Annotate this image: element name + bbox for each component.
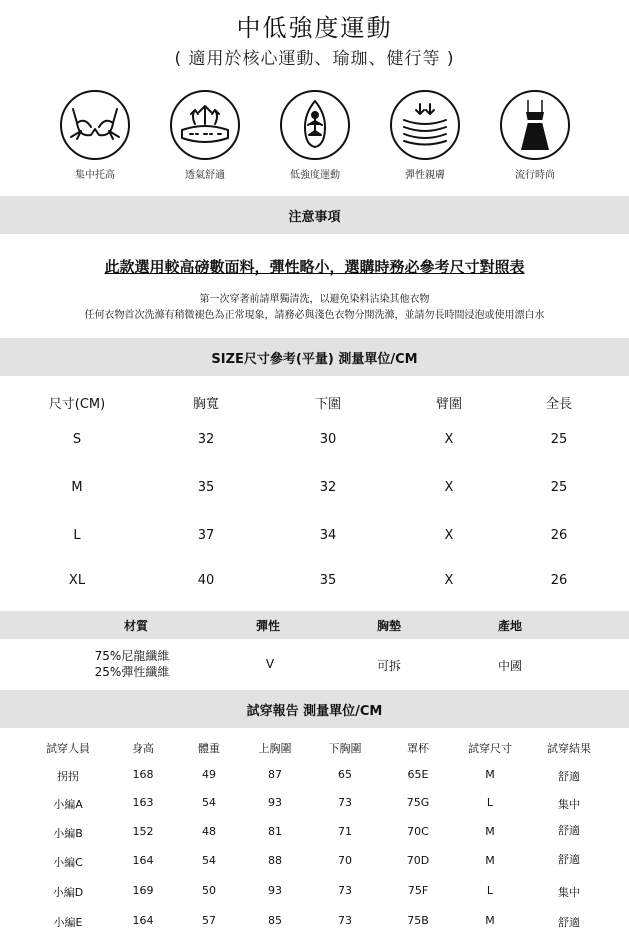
fitting-cell: 75F	[407, 884, 429, 897]
column-header: 試穿人員	[46, 742, 90, 755]
yoga-icon	[280, 90, 350, 160]
fitting-cell: 81	[268, 825, 282, 838]
fitting-cell: 70	[338, 854, 352, 867]
feature-item	[40, 90, 150, 181]
fitting-cell: 舒適	[558, 770, 580, 783]
fitting-cell: 49	[202, 768, 216, 781]
fitting-cell: 75G	[406, 796, 430, 809]
fitting-cell: 164	[132, 914, 154, 927]
column-header: 罩杯	[407, 742, 429, 755]
size-table-heading: SIZE尺寸參考(平量) 測量單位/CM	[0, 338, 629, 376]
feature-item	[260, 90, 370, 181]
column-header: 胸寬	[192, 397, 220, 412]
column-header: 身高	[132, 742, 154, 755]
feature-label: 流行時尚	[515, 170, 555, 181]
fitting-cell: 拐拐	[57, 770, 79, 783]
fitting-cell: M	[485, 768, 495, 781]
feature-label: 集中托高	[75, 170, 115, 181]
fitting-cell: 71	[338, 825, 352, 838]
column-header: 試穿結果	[547, 742, 591, 755]
size-cell: X	[444, 528, 454, 543]
fitting-cell: 75B	[407, 914, 429, 927]
fitting-cell: M	[485, 914, 495, 927]
notice-heading: 注意事項	[0, 196, 629, 234]
table-row	[0, 648, 629, 684]
notice-warning: 此款選用較高磅數面料，彈性略小，選購時務必參考尺寸對照表	[104, 258, 525, 276]
table-row	[0, 480, 629, 500]
page-subtitle: ( 適用於核心運動、瑜珈、健行等 )	[174, 49, 455, 69]
bra-support-icon	[60, 90, 130, 160]
feature-label: 低強度運動	[290, 170, 340, 181]
column-header: 產地	[497, 619, 523, 633]
size-cell: 40	[197, 573, 215, 588]
fitting-cell: 70D	[406, 854, 430, 867]
fitting-cell: 54	[202, 854, 216, 867]
pad-cell: 可拆	[376, 659, 402, 673]
size-cell: X	[444, 432, 454, 447]
size-cell: 32	[319, 480, 337, 495]
fitting-cell: 小編B	[53, 827, 83, 840]
column-header: 試穿尺寸	[468, 742, 512, 755]
material-header-row	[0, 617, 629, 637]
fitting-cell: 70C	[407, 825, 429, 838]
column-header: 上胸圍	[258, 742, 292, 755]
table-row	[0, 825, 629, 845]
feature-label: 彈性親膚	[405, 170, 445, 181]
fitting-cell: M	[485, 825, 495, 838]
size-cell: 35	[197, 480, 215, 495]
table-row	[0, 528, 629, 548]
fitting-cell: 93	[268, 884, 282, 897]
fitting-cell: 小編A	[53, 798, 83, 811]
size-table-header	[0, 393, 629, 413]
page-title: 中低強度運動	[236, 14, 393, 42]
fitting-cell: 舒適	[558, 824, 580, 837]
size-cell: XL	[68, 573, 86, 588]
size-cell: L	[73, 528, 81, 543]
fitting-cell: 集中	[558, 798, 580, 811]
size-cell: 25	[550, 432, 568, 447]
material-line-1: 75%尼龍纖維	[94, 649, 170, 663]
elasticity-cell: V	[265, 657, 275, 671]
feature-item	[480, 90, 590, 181]
size-cell: 32	[197, 432, 215, 447]
size-cell: X	[444, 573, 454, 588]
stretch-icon	[390, 90, 460, 160]
size-cell: 37	[197, 528, 215, 543]
size-cell: 35	[319, 573, 337, 588]
fitting-cell: 65E	[407, 768, 429, 781]
size-cell: X	[444, 480, 454, 495]
fitting-cell: 73	[338, 914, 352, 927]
column-header: 胸墊	[376, 619, 402, 633]
size-cell: 34	[319, 528, 337, 543]
fitting-cell: 163	[132, 796, 154, 809]
feature-label: 透氣舒適	[185, 170, 225, 181]
table-row	[0, 432, 629, 452]
size-cell: M	[71, 480, 83, 495]
column-header: 體重	[198, 742, 220, 755]
size-cell: S	[72, 432, 82, 447]
fitting-cell: 73	[338, 796, 352, 809]
fitting-cell: 集中	[558, 886, 580, 899]
fitting-cell: M	[485, 854, 495, 867]
fitting-cell: L	[486, 796, 494, 809]
breathable-icon	[170, 90, 240, 160]
fitting-cell: 73	[338, 884, 352, 897]
column-header: 尺寸(CM)	[48, 397, 106, 412]
fitting-cell: 舒適	[558, 853, 580, 866]
fitting-cell: 50	[202, 884, 216, 897]
fitting-cell: 57	[202, 914, 216, 927]
fitting-cell: 48	[202, 825, 216, 838]
feature-item	[150, 90, 260, 181]
fitting-cell: 164	[132, 854, 154, 867]
fitting-cell: 93	[268, 796, 282, 809]
feature-item	[370, 90, 480, 181]
table-row	[0, 914, 629, 934]
material-cell	[95, 648, 170, 680]
fitting-cell: L	[486, 884, 494, 897]
fitting-cell: 85	[268, 914, 282, 927]
feature-icons	[40, 90, 600, 190]
size-cell: 26	[550, 528, 568, 543]
fitting-cell: 65	[338, 768, 352, 781]
notice-line-1: 第一次穿著前請單獨清洗，以避免染料沾染其他衣物	[199, 294, 430, 305]
fitting-cell: 87	[268, 768, 282, 781]
table-row	[0, 796, 629, 816]
fitting-table-heading: 試穿報告 測量單位/CM	[0, 690, 629, 728]
column-header: 彈性	[255, 619, 281, 633]
column-header: 全長	[545, 397, 573, 412]
material-line-2: 25%彈性纖維	[94, 665, 170, 679]
size-cell: 26	[550, 573, 568, 588]
fitting-cell: 88	[268, 854, 282, 867]
table-row	[0, 573, 629, 593]
size-cell: 30	[319, 432, 337, 447]
fitting-cell: 169	[132, 884, 154, 897]
size-cell: 25	[550, 480, 568, 495]
notice-line-2: 任何衣物首次洗滌有稍微褪色為正常現象，請務必與淺色衣物分開洗滌，並請勿長時間浸泡或使用漂白水	[84, 310, 545, 321]
column-header: 下胸圍	[328, 742, 362, 755]
fitting-cell: 小編C	[53, 856, 83, 869]
fitting-cell: 小編D	[52, 886, 84, 899]
column-header: 臂圍	[435, 397, 463, 412]
table-row	[0, 854, 629, 874]
fitting-cell: 54	[202, 796, 216, 809]
table-row	[0, 884, 629, 904]
fitting-cell: 152	[132, 825, 154, 838]
fitting-cell: 舒適	[558, 916, 580, 929]
table-row	[0, 768, 629, 788]
fitting-cell: 小編E	[53, 916, 83, 929]
fitting-cell: 168	[132, 768, 154, 781]
dress-icon	[500, 90, 570, 160]
column-header: 材質	[123, 619, 149, 633]
fitting-table-header	[0, 740, 629, 760]
column-header: 下圍	[314, 397, 342, 412]
origin-cell: 中國	[497, 659, 523, 673]
